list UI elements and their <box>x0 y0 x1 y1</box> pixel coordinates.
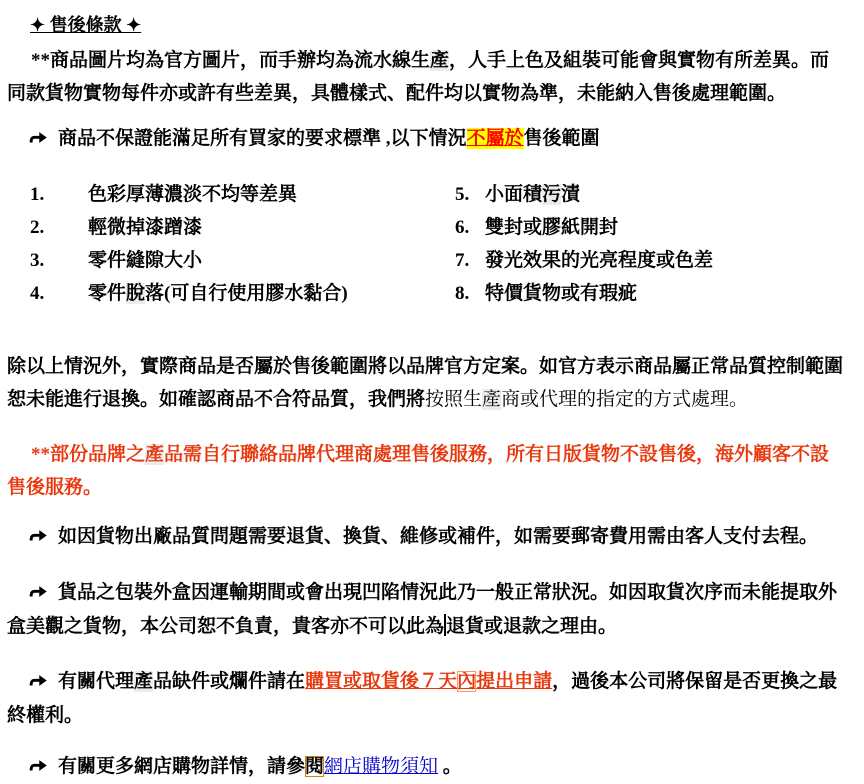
list-item-text <box>88 277 455 310</box>
list-number: 3. <box>30 250 45 271</box>
returns-paragraph <box>7 520 843 554</box>
deadline-phrase-end: 提出申請 <box>476 671 553 692</box>
guarantee-paragraph <box>7 122 843 156</box>
agent-note-paragraph <box>7 438 843 504</box>
intro-paragraph <box>7 44 843 110</box>
list-item-text-pre: 輕微掉漆蹭漆 <box>88 217 203 238</box>
more-info-text-pre: 有關更多網店購物詳情，請參 <box>58 756 306 777</box>
list-item-text <box>88 211 455 244</box>
list-row <box>7 211 843 244</box>
list-item-text-post: 漬 <box>561 184 581 205</box>
policy-text-bold: 除以上情況外，實際商品是否屬於售後範圍將以品牌官方定案。如官方表示商品屬正常品質控制範圍恕未能進行退換。如確認商品不合符品質，我們將 <box>7 356 844 410</box>
list-number: 1. <box>30 184 45 205</box>
policy-text-light-pre: 按照生 <box>425 389 483 410</box>
agent-note-pre: **部份品牌之 <box>31 444 146 465</box>
policy-substituted-glyph: 產 <box>482 389 502 410</box>
list-number: 7. <box>455 250 470 271</box>
shop-guide-link[interactable]: 網店購物須知 <box>324 756 439 777</box>
arrow-icon <box>28 527 48 548</box>
defects-text-pre: 有關代理 <box>58 671 135 692</box>
intro-substituted-glyph: 產 <box>430 50 450 71</box>
agent-note-post: 品需自行聯絡品牌代理商處理售後服務，所有日版貨物不設售後，海外顧客不設售後服務。 <box>7 444 830 498</box>
defects-text-mid: 品缺件或爛件請在 <box>153 671 306 692</box>
page-title <box>30 12 843 38</box>
arrow-icon <box>28 583 48 604</box>
packaging-text-pre: 貨品之包裝外盒因運輸期間或會出現凹陷情況此乃一般正常狀況。如因取貨次序而未能提取外盒美觀之貨物，本公司恕不負責，貴客亦不可以此為 <box>7 582 838 637</box>
list-item-text <box>485 178 843 211</box>
defects-substituted-glyph: 產 <box>134 671 154 692</box>
intro-text-post: ，人手上色及組裝可能會與實物有所差異。而同款貨物實物每件亦或許有些差異，具體樣式、配件均以實物為準，未能納入售後處理範圍。 <box>7 50 830 104</box>
agent-note-substituted-glyph: 產 <box>145 444 165 465</box>
list-number: 2. <box>30 217 45 238</box>
list-row <box>7 178 843 211</box>
more-info-paragraph <box>7 750 843 784</box>
list-item-text-pre: 色彩厚薄濃淡不均等差異 <box>88 184 298 205</box>
list-item-text-pre: 發光效果的光亮程度或色差 <box>485 250 714 271</box>
list-item-text-pre: 小面積 <box>485 184 543 205</box>
exclusions-list <box>7 178 843 310</box>
deadline-phrase-boxed-glyph: 內 <box>457 671 477 692</box>
list-item-text <box>485 211 843 244</box>
arrow-icon <box>28 672 48 693</box>
guarantee-text-post: 售後範圍 <box>523 128 600 149</box>
list-row <box>7 244 843 277</box>
arrow-icon <box>28 757 48 778</box>
deadline-phrase: 購買或取貨後７天 <box>305 671 458 692</box>
more-info-text-post: 。 <box>438 756 462 777</box>
list-number: 6. <box>455 217 470 238</box>
list-number: 8. <box>455 283 470 304</box>
list-item-text-post: 落(可自行使用膠水黏合) <box>145 283 348 304</box>
list-row <box>7 277 843 310</box>
list-item-text-pre: 零件 <box>88 283 127 304</box>
list-number: 4. <box>30 283 45 304</box>
list-item-text <box>88 178 455 211</box>
packaging-text-post: 退貨或退款之理由。 <box>446 616 618 637</box>
list-item-substituted-glyph: 污 <box>542 184 562 205</box>
list-item-text-pre: 特價貨物或有瑕疵 <box>485 283 638 304</box>
list-item-substituted-glyph: 脫 <box>126 283 146 304</box>
list-number: 5. <box>455 184 470 205</box>
list-item-text <box>485 277 843 310</box>
more-info-boxed-glyph: 閱 <box>305 756 325 777</box>
list-item-text <box>485 244 843 277</box>
policy-text-light-post: 商或代理的指定的方式處理。 <box>501 389 749 410</box>
arrow-icon <box>28 129 48 150</box>
intro-text-pre: **商品圖片均為官方圖片，而手辦均為流水線生 <box>31 50 431 71</box>
list-item-text-pre: 雙封或膠紙開封 <box>485 217 619 238</box>
returns-text: 如因貨物出廠品質問題需要退貨、換貨、維修或補件，如需要郵寄費用需由客人支付去程。 <box>58 526 819 547</box>
defects-paragraph <box>7 665 843 732</box>
page-title-text: ✦ 售後條款 ✦ <box>30 15 142 35</box>
packaging-paragraph <box>7 576 843 643</box>
policy-paragraph <box>7 350 843 416</box>
list-item-text-pre: 零件縫隙大小 <box>88 250 203 271</box>
guarantee-text-pre: 商品不保證能滿足所有買家的要求標準 ,以下情況 <box>58 128 467 149</box>
defects-text-post: ，過後本公司將保留是否更換之最終權利。 <box>7 671 838 726</box>
highlight-term: 不屬於 <box>466 128 524 149</box>
list-item-text <box>88 244 455 277</box>
